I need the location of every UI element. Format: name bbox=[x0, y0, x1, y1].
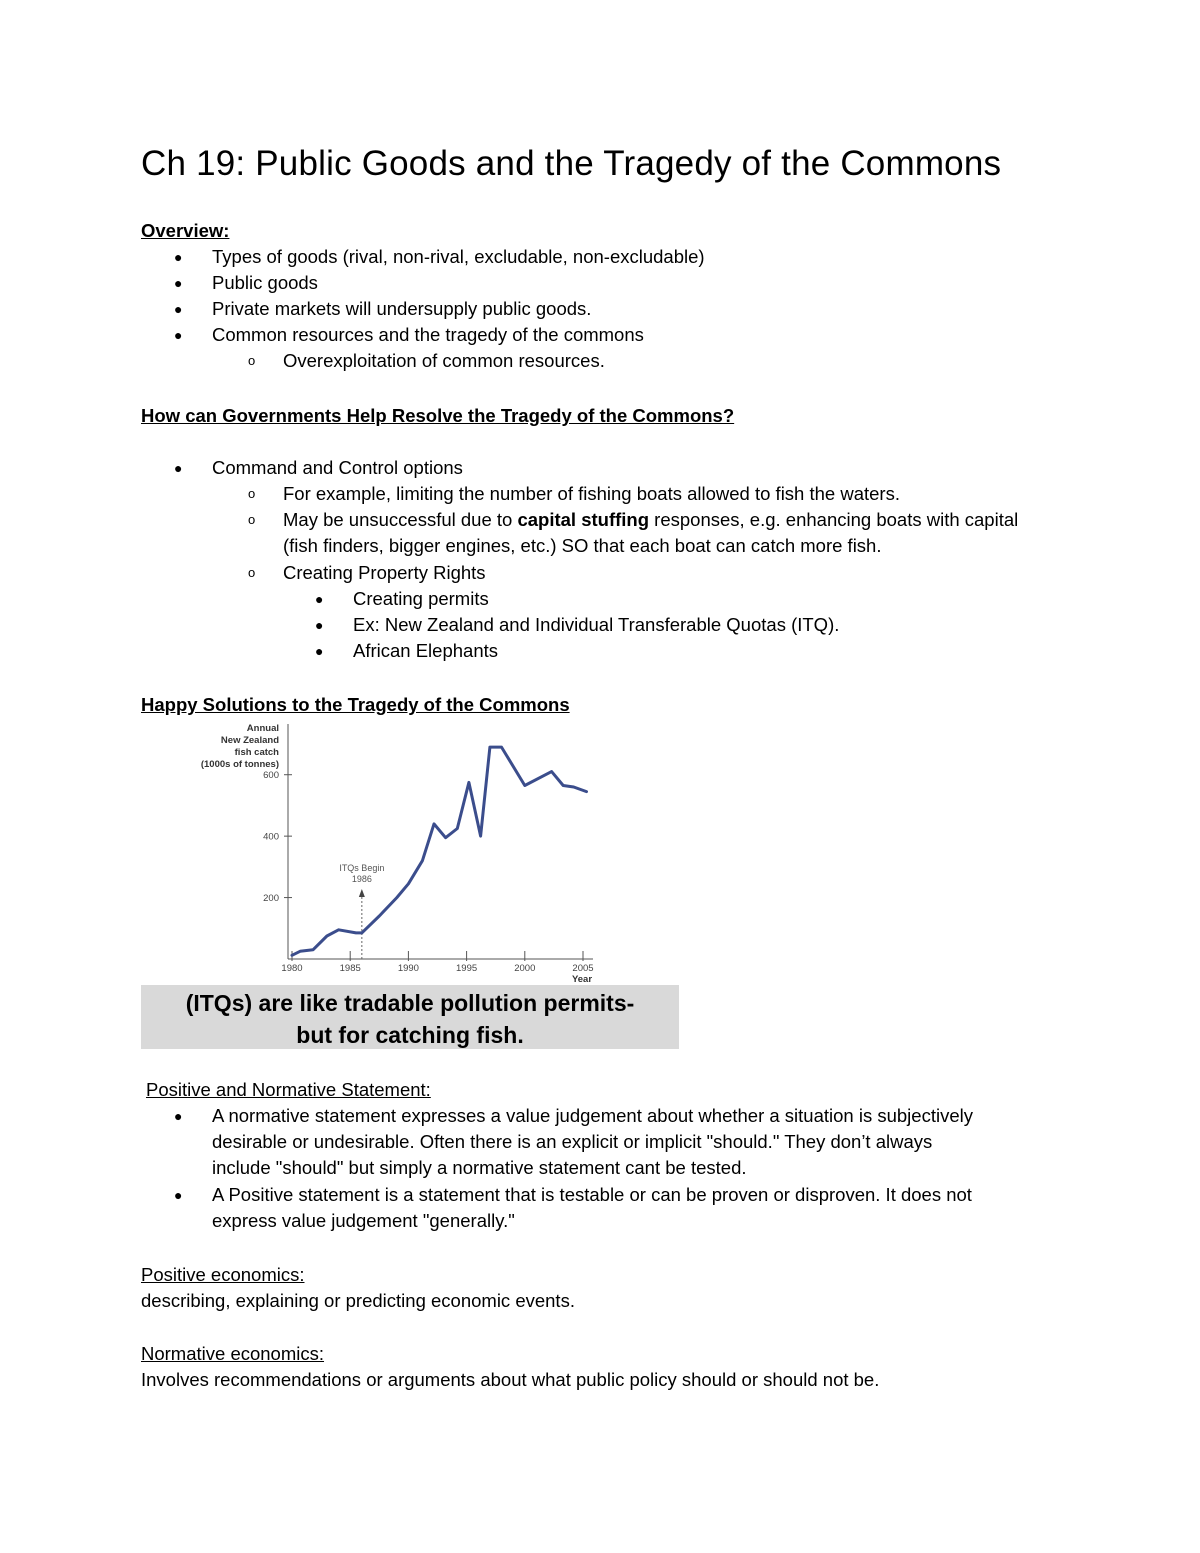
overview-item: Types of goods (rival, non-rival, excludable, non-excludable) bbox=[212, 246, 705, 267]
annotation-label: 1986 bbox=[351, 874, 372, 884]
x-tick-label: 1985 bbox=[339, 963, 361, 974]
normative-economics-heading: Normative economics: bbox=[141, 1343, 325, 1364]
x-tick-label: 1990 bbox=[397, 963, 419, 974]
overview-item: Private markets will undersupply public goods. bbox=[212, 298, 592, 319]
sub2-text-post: responses, e.g. enhancing boats with capital bbox=[649, 509, 1019, 530]
positive-statement-line: express value judgement "generally." bbox=[212, 1210, 515, 1231]
fish-catch-chart bbox=[141, 716, 681, 986]
bullet-icon bbox=[174, 270, 182, 296]
normative-statement-line: desirable or undesirable. Often there is an explicit or implicit "should." They don’t always bbox=[212, 1131, 933, 1152]
positive-economics-heading: Positive economics: bbox=[141, 1264, 305, 1285]
itq-caption-line-2: but for catching fish. bbox=[296, 1022, 524, 1048]
capital-stuffing-term: capital stuffing bbox=[517, 509, 650, 530]
y-tick-label: 400 bbox=[263, 831, 279, 843]
fish-catch-chart-svg bbox=[141, 716, 681, 986]
y-tick-label: 600 bbox=[263, 770, 279, 782]
sub-bullet-icon bbox=[248, 560, 255, 586]
property-rights-item: Ex: New Zealand and Individual Transferable Quotas (ITQ). bbox=[353, 614, 840, 635]
property-rights-item: African Elephants bbox=[353, 640, 499, 661]
x-tick-label: 1980 bbox=[281, 963, 303, 974]
annotation-label: ITQs Begin bbox=[339, 863, 385, 873]
positive-economics-text: describing, explaining or predicting economic events. bbox=[141, 1290, 575, 1311]
y-tick-label: 200 bbox=[263, 893, 279, 905]
government-sub-item bbox=[283, 507, 1018, 533]
bullet-icon bbox=[174, 1103, 182, 1129]
annotation-arrow-icon bbox=[359, 889, 365, 897]
fish-catch-series-line bbox=[292, 747, 587, 955]
sub2-text-pre: May be unsuccessful due to bbox=[283, 509, 518, 530]
happy-solutions-heading: Happy Solutions to the Tragedy of the Commons bbox=[141, 694, 570, 715]
x-tick-label: 2000 bbox=[514, 963, 536, 974]
bullet-icon bbox=[315, 638, 323, 664]
x-axis-label: Year bbox=[571, 974, 593, 985]
normative-statement-line: include "should" but simply a normative statement cant be tested. bbox=[212, 1157, 747, 1178]
bullet-icon bbox=[315, 612, 323, 638]
bullet-icon bbox=[174, 1182, 182, 1208]
government-item: Command and Control options bbox=[212, 457, 463, 478]
bullet-icon bbox=[174, 322, 182, 348]
statements-heading: Positive and Normative Statement: bbox=[146, 1079, 431, 1100]
y-axis-label: Annual bbox=[246, 723, 279, 734]
government-sub-item: For example, limiting the number of fishing boats allowed to fish the waters. bbox=[283, 483, 900, 504]
y-axis-label: fish catch bbox=[234, 747, 279, 758]
bullet-icon bbox=[174, 244, 182, 270]
property-rights-item: Creating permits bbox=[353, 588, 489, 609]
government-sub-item-continuation: (fish finders, bigger engines, etc.) SO that each boat can catch more fish. bbox=[283, 535, 882, 556]
page-title: Ch 19: Public Goods and the Tragedy of the Commons bbox=[141, 144, 1002, 183]
itq-caption-line-1: (ITQs) are like tradable pollution permits- bbox=[185, 990, 635, 1016]
government-sub-item: Creating Property Rights bbox=[283, 562, 486, 583]
overview-sub-item: Overexploitation of common resources. bbox=[283, 350, 605, 371]
government-heading: How can Governments Help Resolve the Tragedy of the Commons? bbox=[141, 405, 735, 426]
normative-economics-text: Involves recommendations or arguments about what public policy should or should not be. bbox=[141, 1369, 880, 1390]
y-axis-label: New Zealand bbox=[220, 735, 279, 746]
sub-bullet-icon bbox=[248, 507, 255, 533]
normative-statement-line: A normative statement expresses a value judgement about whether a situation is subjectively bbox=[212, 1105, 973, 1126]
sub-bullet-icon bbox=[248, 348, 255, 374]
bullet-icon bbox=[174, 296, 182, 322]
y-axis-label: (1000s of tonnes) bbox=[200, 759, 279, 770]
overview-item: Common resources and the tragedy of the commons bbox=[212, 324, 644, 345]
sub-bullet-icon bbox=[248, 481, 255, 507]
overview-item: Public goods bbox=[212, 272, 318, 293]
overview-heading: Overview: bbox=[141, 220, 230, 241]
positive-statement-line: A Positive statement is a statement that is testable or can be proven or disproven. It does not bbox=[212, 1184, 972, 1205]
bullet-icon bbox=[174, 455, 182, 481]
itq-caption-box bbox=[141, 985, 679, 1049]
x-tick-label: 1995 bbox=[456, 963, 478, 974]
bullet-icon bbox=[315, 586, 323, 612]
x-tick-label: 2005 bbox=[572, 963, 594, 974]
